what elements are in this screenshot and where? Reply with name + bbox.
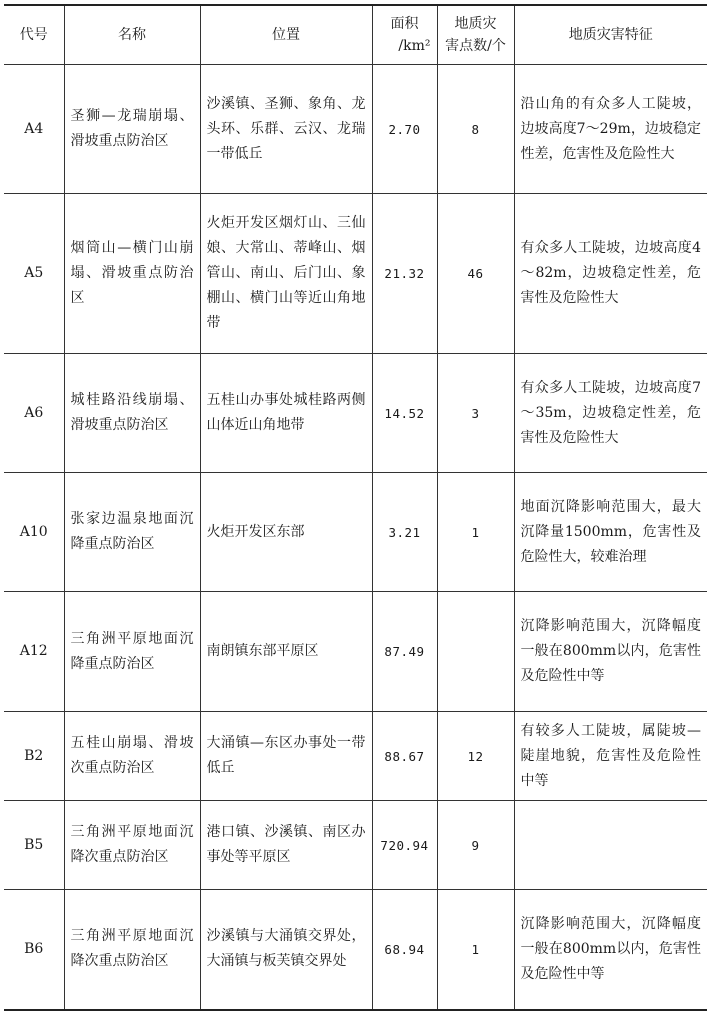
cell-area: 2.70 (372, 65, 437, 194)
header-location: 位置 (200, 5, 372, 65)
cell-area: 87.49 (372, 592, 437, 712)
table-row (4, 801, 707, 890)
cell-location: 港口镇、沙溪镇、南区办事处等平原区 (200, 801, 372, 890)
header-points-line2: 害点数/个 (445, 38, 506, 54)
cell-name: 圣狮—龙瑞崩塌、滑坡重点防治区 (64, 65, 200, 194)
cell-code: B2 (4, 712, 64, 801)
header-points (437, 5, 514, 65)
cell-location: 五桂山办事处城桂路两侧山体近山角地带 (200, 354, 372, 473)
cell-area: 3.21 (372, 473, 437, 592)
table-row (4, 473, 707, 592)
cell-points: 8 (437, 65, 514, 194)
cell-code: B5 (4, 801, 64, 890)
cell-name: 三角洲平原地面沉降次重点防治区 (64, 890, 200, 1010)
cell-location: 南朗镇东部平原区 (200, 592, 372, 712)
cell-name: 城桂路沿线崩塌、滑坡重点防治区 (64, 354, 200, 473)
cell-points: 46 (437, 194, 514, 354)
cell-area: 88.67 (372, 712, 437, 801)
cell-area: 21.32 (372, 194, 437, 354)
cell-features (514, 801, 707, 890)
table-row (4, 354, 707, 473)
cell-name: 五桂山崩塌、滑坡次重点防治区 (64, 712, 200, 801)
header-area-line1: 面积 (390, 16, 419, 32)
table-row (4, 712, 707, 801)
cell-location: 大涌镇—东区办事处一带低丘 (200, 712, 372, 801)
cell-features: 有较多人工陡坡，属陡坡—陡崖地貌，危害性及危险性中等 (514, 712, 707, 801)
cell-features: 沉降影响范围大，沉降幅度一般在800mm以内，危害性及危险性中等 (514, 592, 707, 712)
cell-points (437, 592, 514, 712)
hazard-table (4, 4, 707, 1011)
header-code: 代号 (4, 5, 64, 65)
header-row (4, 5, 707, 65)
cell-points: 1 (437, 890, 514, 1010)
cell-area: 720.94 (372, 801, 437, 890)
cell-location: 火炬开发区烟灯山、三仙娘、大常山、蒂峰山、烟管山、南山、后门山、象棚山、横门山等近山角地带 (200, 194, 372, 354)
cell-area: 68.94 (372, 890, 437, 1010)
table-row (4, 65, 707, 194)
table-row (4, 592, 707, 712)
cell-points: 12 (437, 712, 514, 801)
cell-name: 张家边温泉地面沉降重点防治区 (64, 473, 200, 592)
cell-name: 三角洲平原地面沉降重点防治区 (64, 592, 200, 712)
cell-points: 3 (437, 354, 514, 473)
cell-code: A10 (4, 473, 64, 592)
header-features: 地质灾害特征 (514, 5, 707, 65)
cell-name: 三角洲平原地面沉降次重点防治区 (64, 801, 200, 890)
cell-points: 1 (437, 473, 514, 592)
cell-location: 沙溪镇与大涌镇交界处，大涌镇与板芙镇交界处 (200, 890, 372, 1010)
cell-features: 地面沉降影响范围大，最大沉降量1500mm，危害性及危险性大，较难治理 (514, 473, 707, 592)
header-name: 名称 (64, 5, 200, 65)
cell-features: 沿山角的有众多人工陡坡，边坡高度7～29m，边坡稳定性差，危害性及危险性大 (514, 65, 707, 194)
header-points-line1: 地质灾 (454, 16, 497, 32)
cell-location: 沙溪镇、圣狮、象角、龙头环、乐群、云汉、龙瑞一带低丘 (200, 65, 372, 194)
cell-code: B6 (4, 890, 64, 1010)
cell-code: A4 (4, 65, 64, 194)
table-row (4, 194, 707, 354)
header-area (372, 5, 437, 65)
cell-area: 14.52 (372, 354, 437, 473)
cell-code: A5 (4, 194, 64, 354)
cell-location: 火炬开发区东部 (200, 473, 372, 592)
cell-code: A12 (4, 592, 64, 712)
cell-features: 有众多人工陡坡，边坡高度7～35m，边坡稳定性差，危害性及危险性大 (514, 354, 707, 473)
table-row (4, 890, 707, 1010)
cell-features: 沉降影响范围大，沉降幅度一般在800mm以内，危害性及危险性中等 (514, 890, 707, 1010)
cell-code: A6 (4, 354, 64, 473)
cell-points: 9 (437, 801, 514, 890)
header-area-line2: /km² (398, 38, 431, 54)
cell-name: 烟筒山—横门山崩塌、滑坡重点防治区 (64, 194, 200, 354)
cell-features: 有众多人工陡坡，边坡高度4～82m，边坡稳定性差，危害性及危险性大 (514, 194, 707, 354)
